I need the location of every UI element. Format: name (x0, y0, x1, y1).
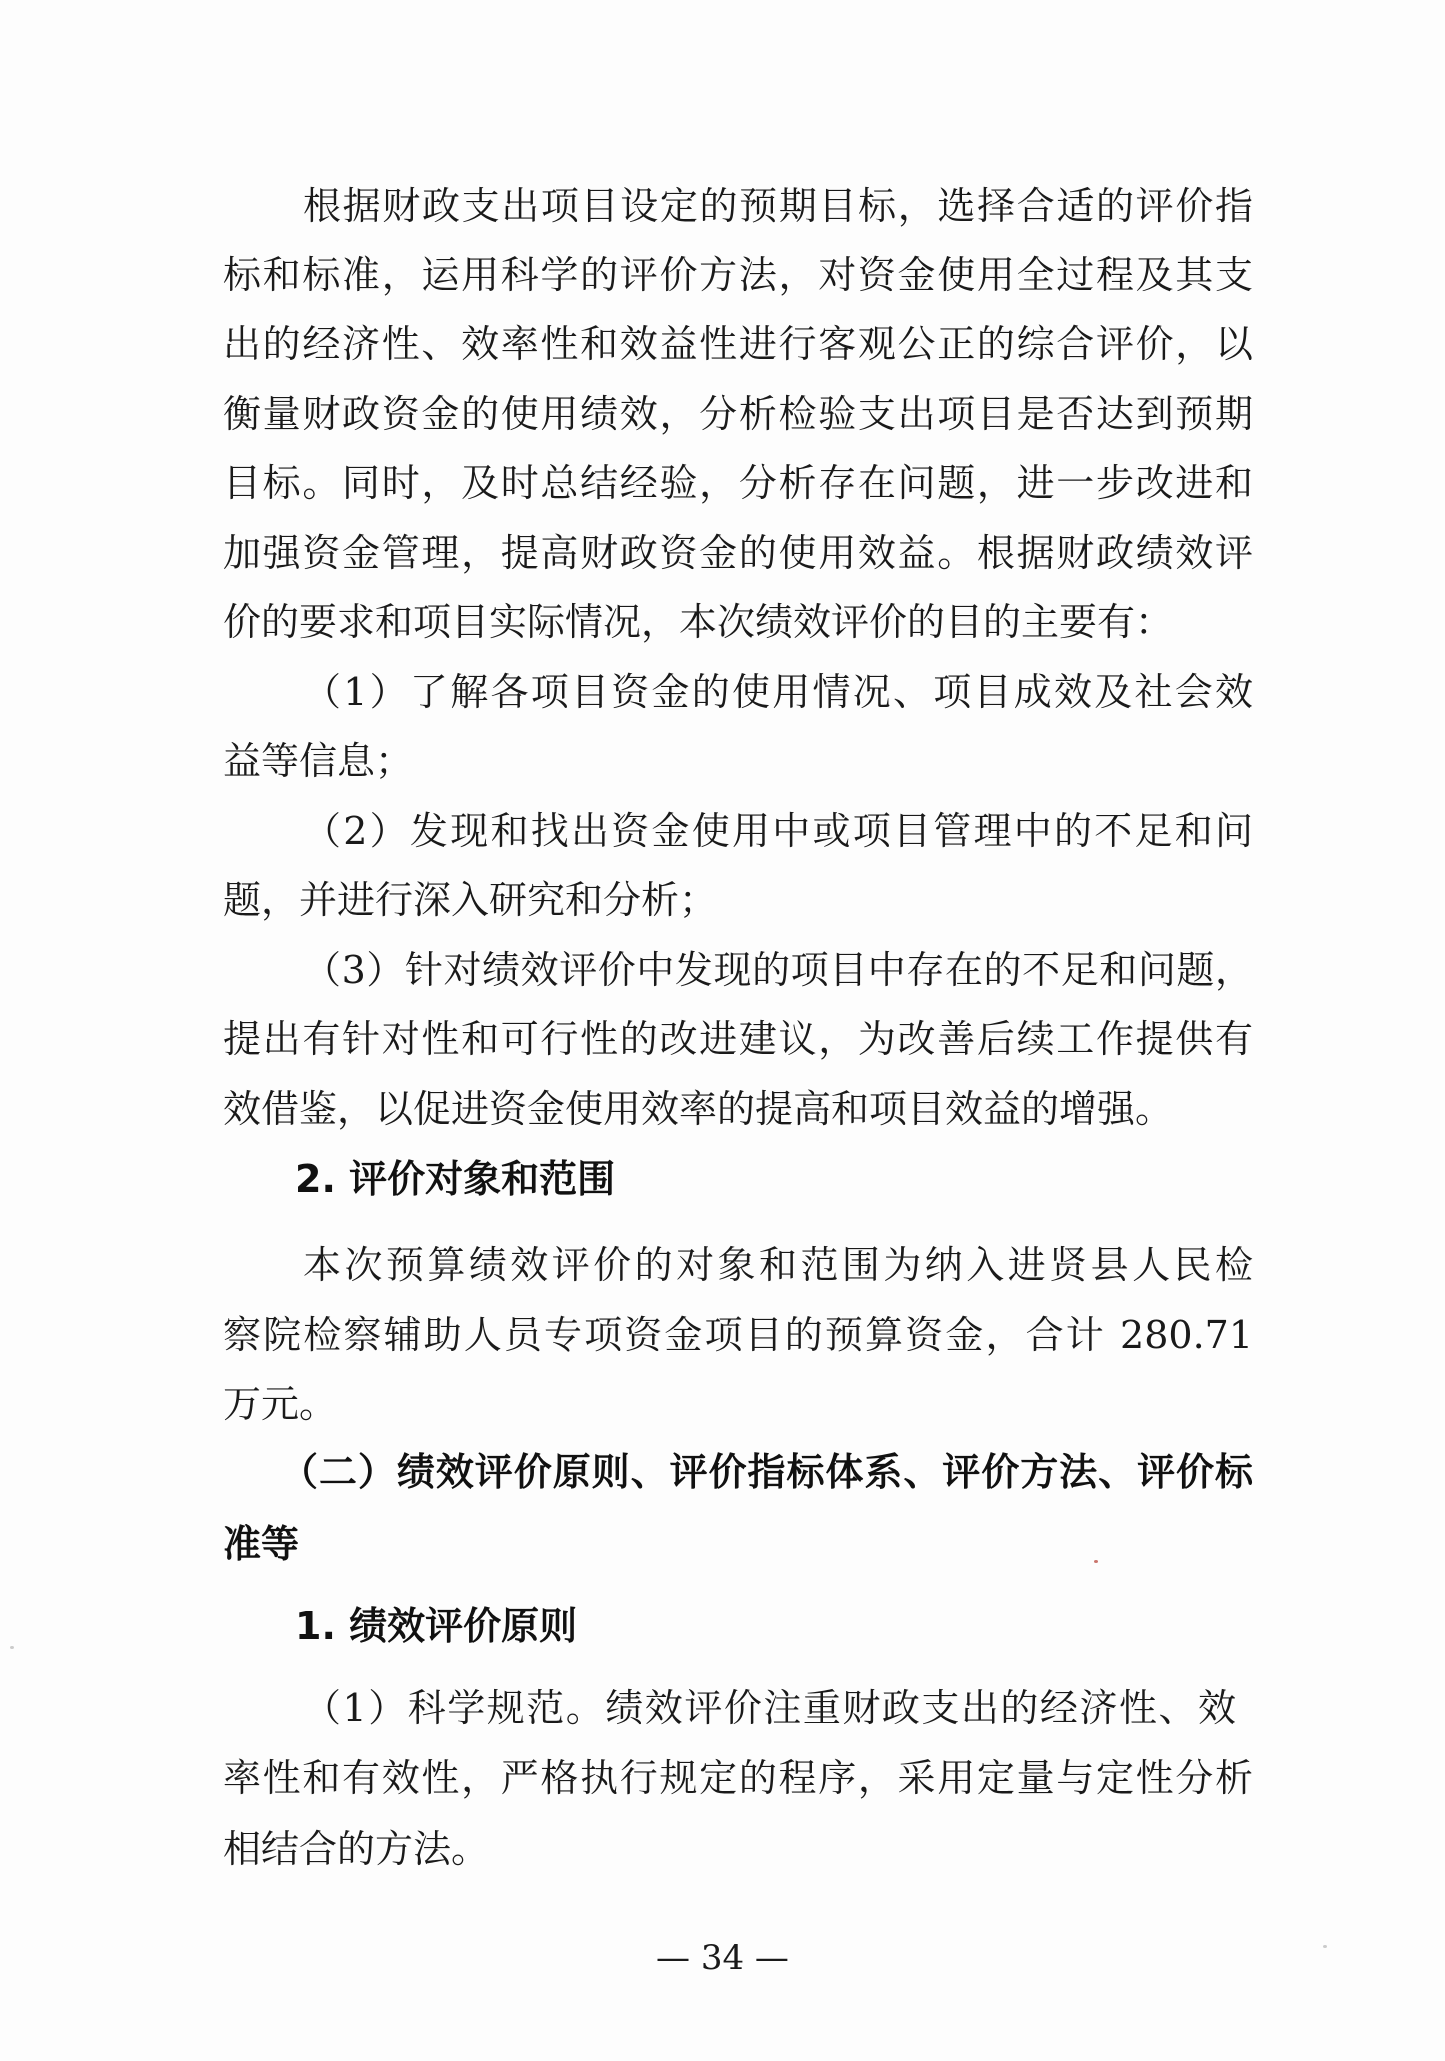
paragraph-line: 本次预算绩效评价的对象和范围为纳入进贤县人民检 (303, 1243, 1253, 1287)
scan-speck (10, 1646, 14, 1649)
list-item-line: 相结合的方法。 (223, 1827, 490, 1871)
list-item-line: （1）了解各项目资金的使用情况、项目成效及社会效 (303, 670, 1253, 714)
list-item-line: 率性和有效性，严格执行规定的程序，采用定量与定性分析 (223, 1756, 1253, 1800)
paragraph-line: 目标。同时，及时总结经验，分析存在问题，进一步改进和 (223, 461, 1253, 505)
paragraph-line: 价的要求和项目实际情况，本次绩效评价的目的主要有： (223, 600, 1174, 644)
list-item-line: 提出有针对性和可行性的改进建议，为改善后续工作提供有 (223, 1017, 1253, 1061)
paragraph-line: 根据财政支出项目设定的预期目标，选择合适的评价指 (303, 184, 1253, 228)
page-number: — 34 — (656, 1938, 789, 1978)
list-item-line: 益等信息； (223, 739, 414, 783)
scan-speck (1323, 1945, 1327, 1948)
section-heading: 2. 评价对象和范围 (295, 1157, 616, 1201)
list-item-line: （3）针对绩效评价中发现的项目中存在的不足和问题， (303, 948, 1253, 992)
paragraph-line: 万元。 (223, 1382, 338, 1426)
list-item-line: （1）科学规范。绩效评价注重财政支出的经济性、效 (303, 1686, 1236, 1730)
paragraph-line: 出的经济性、效率性和效益性进行客观公正的综合评价，以 (223, 322, 1253, 366)
scan-speck (1094, 1560, 1098, 1563)
list-item-line: 效借鉴，以促进资金使用效率的提高和项目效益的增强。 (223, 1087, 1174, 1131)
paragraph-line: 衡量财政资金的使用绩效，分析检验支出项目是否达到预期 (223, 392, 1253, 436)
paragraph-line: 加强资金管理，提高财政资金的使用效益。根据财政绩效评 (223, 531, 1253, 575)
chapter-heading: （二）绩效评价原则、评价指标体系、评价方法、评价标 (280, 1450, 1253, 1494)
section-heading: 1. 绩效评价原则 (295, 1604, 578, 1648)
paragraph-line: 察院检察辅助人员专项资金项目的预算资金，合计 280.71 (223, 1313, 1253, 1357)
chapter-heading: 准等 (223, 1522, 300, 1566)
list-item-line: 题，并进行深入研究和分析； (223, 878, 718, 922)
list-item-line: （2）发现和找出资金使用中或项目管理中的不足和问 (303, 809, 1253, 853)
paragraph-line: 标和标准，运用科学的评价方法，对资金使用全过程及其支 (223, 253, 1253, 297)
